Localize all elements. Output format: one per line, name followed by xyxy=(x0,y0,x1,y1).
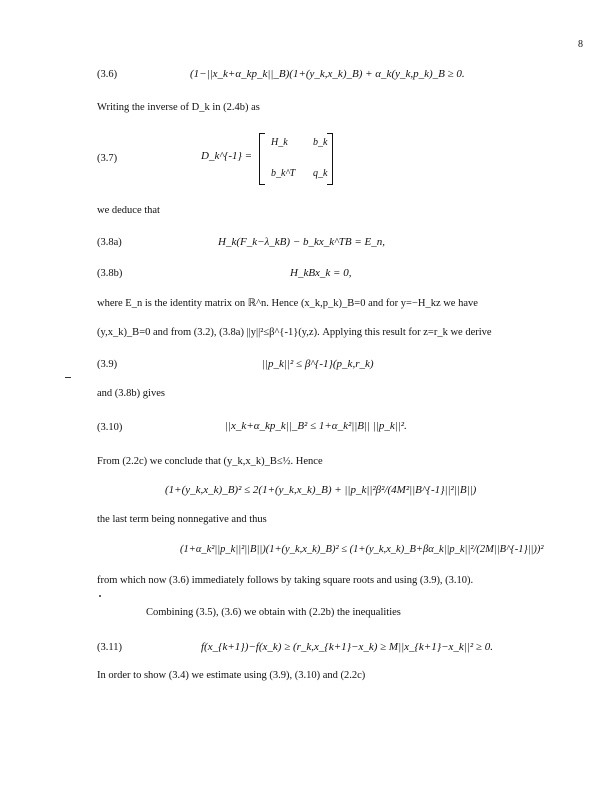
eq-label-3-9: (3.9) xyxy=(97,359,118,370)
text-from-which: from which now (3.6) immediately follows by taking square roots and using (3.9), (3.10). xyxy=(97,575,474,586)
text-we-deduce: we deduce that xyxy=(97,205,160,216)
matrix-left-bracket xyxy=(259,133,265,185)
eq-label-3-7: (3.7) xyxy=(97,153,118,164)
equation-3-8a: H_k(F_k−λ_kB) − b_kx_k^TB = E_n, xyxy=(218,236,385,248)
matrix-right-bracket xyxy=(327,133,333,185)
inequality-product: (1+α_k²||p_k||²||B||)(1+(y_k,x_k)_B)² ≤ (1+(y_k,x_k)_B+βα_k||p_k||²/(2M||B^{-1}||))² xyxy=(180,544,544,555)
stray-dot xyxy=(99,595,101,597)
eq-label-3-10: (3.10) xyxy=(97,422,123,433)
text-writing-inverse: Writing the inverse of D_k in (2.4b) as xyxy=(97,102,260,113)
equation-3-9: ||p_k||² ≤ β^{-1}(p_k,r_k) xyxy=(262,358,374,370)
equation-3-7-lhs: D_k^{-1} = xyxy=(201,150,253,162)
text-in-order: In order to show (3.4) we estimate using (3.9), (3.10) and (2.2c) xyxy=(97,670,366,681)
equation-3-10: ||x_k+α_kp_k||_B² ≤ 1+α_k²||B|| ||p_k||². xyxy=(225,420,407,432)
eq-label-3-6: (3.6) xyxy=(97,69,118,80)
page-number: 8 xyxy=(578,39,583,50)
eq-label-3-11: (3.11) xyxy=(97,642,122,653)
inequality-squared: (1+(y_k,x_k)_B)² ≤ 2(1+(y_k,x_k)_B) + ||p_k||²β²/(4M²||B^{-1}||²||B||) xyxy=(165,484,477,496)
margin-mark xyxy=(65,377,71,378)
text-last-term: the last term being nonnegative and thus xyxy=(97,514,267,525)
eq-label-3-8b: (3.8b) xyxy=(97,268,123,279)
text-from-2-2c: From (2.2c) we conclude that (y_k,x_k)_B≤½. Hence xyxy=(97,456,323,467)
matrix-h: H_k xyxy=(271,137,288,148)
matrix-q: q_k xyxy=(313,168,328,179)
equation-3-8b: H_kBx_k = 0, xyxy=(290,267,352,279)
equation-3-6: (1−||x_k+α_kp_k||_B)(1+(y_k,x_k)_B) + α_k(y_k,p_k)_B ≥ 0. xyxy=(190,68,465,80)
text-combining: Combining (3.5), (3.6) we obtain with (2.2b) the inequalities xyxy=(146,607,401,618)
equation-3-11: f(x_{k+1})−f(x_k) ≥ (r_k,x_{k+1}−x_k) ≥ M||x_{k+1}−x_k||² ≥ 0. xyxy=(201,641,493,653)
text-where-identity: where E_n is the identity matrix on ℝ^n. Hence (x_k,p_k)_B=0 and for y=−H_kz we have xyxy=(97,298,478,309)
inverse-block-matrix xyxy=(259,133,333,185)
text-and-3-8b: and (3.8b) gives xyxy=(97,388,165,399)
matrix-b: b_k xyxy=(313,137,328,148)
matrix-bt: b_k^T xyxy=(271,168,296,179)
eq-label-3-8a: (3.8a) xyxy=(97,237,122,248)
text-from-3-2: (y,x_k)_B=0 and from (3.2), (3.8a) ||y||²≤β^{-1}(y,z). Applying this result for z=r_k we derive xyxy=(97,327,492,338)
